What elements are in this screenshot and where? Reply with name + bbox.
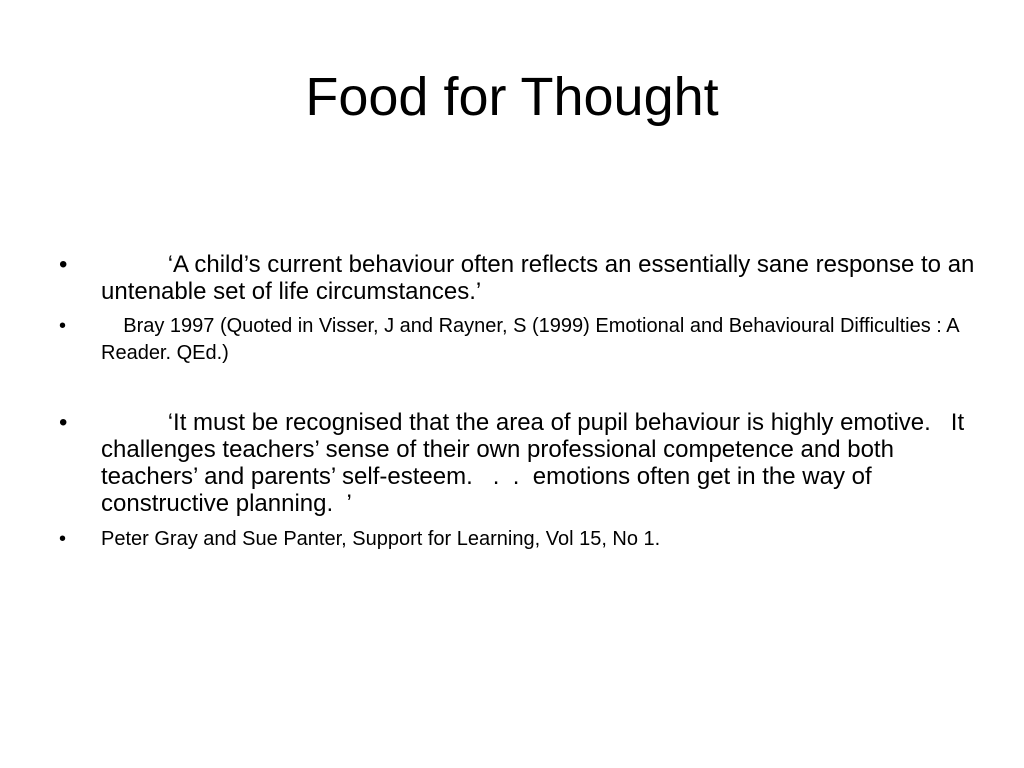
- bullet-marker: •: [59, 528, 67, 550]
- bullet-citation-1: Bray 1997 (Quoted in Visser, J and Rayner, S (1999) Emotional and Behavioural Difficulties : A Reader. QEd.): [101, 315, 965, 364]
- bullet-marker: •: [59, 315, 67, 337]
- slide-title: Food for Thought: [305, 67, 719, 127]
- bullet-marker: •: [59, 409, 68, 436]
- bullet-quote-2: ‘It must be recognised that the area of pupil behaviour is highly emotive. It challenges teachers’ sense of their own professional competence and both teachers’ and parents’ self-esteem. . . emotions often get in the way of constructive planning. ’: [101, 409, 971, 517]
- bullet-quote-1: ‘A child’s current behaviour often reflects an essentially sane response to an untenable set of life circumstances.’: [101, 251, 982, 305]
- bullet-citation-2: Peter Gray and Sue Panter, Support for Learning, Vol 15, No 1.: [101, 528, 661, 550]
- bullet-marker: •: [59, 251, 68, 278]
